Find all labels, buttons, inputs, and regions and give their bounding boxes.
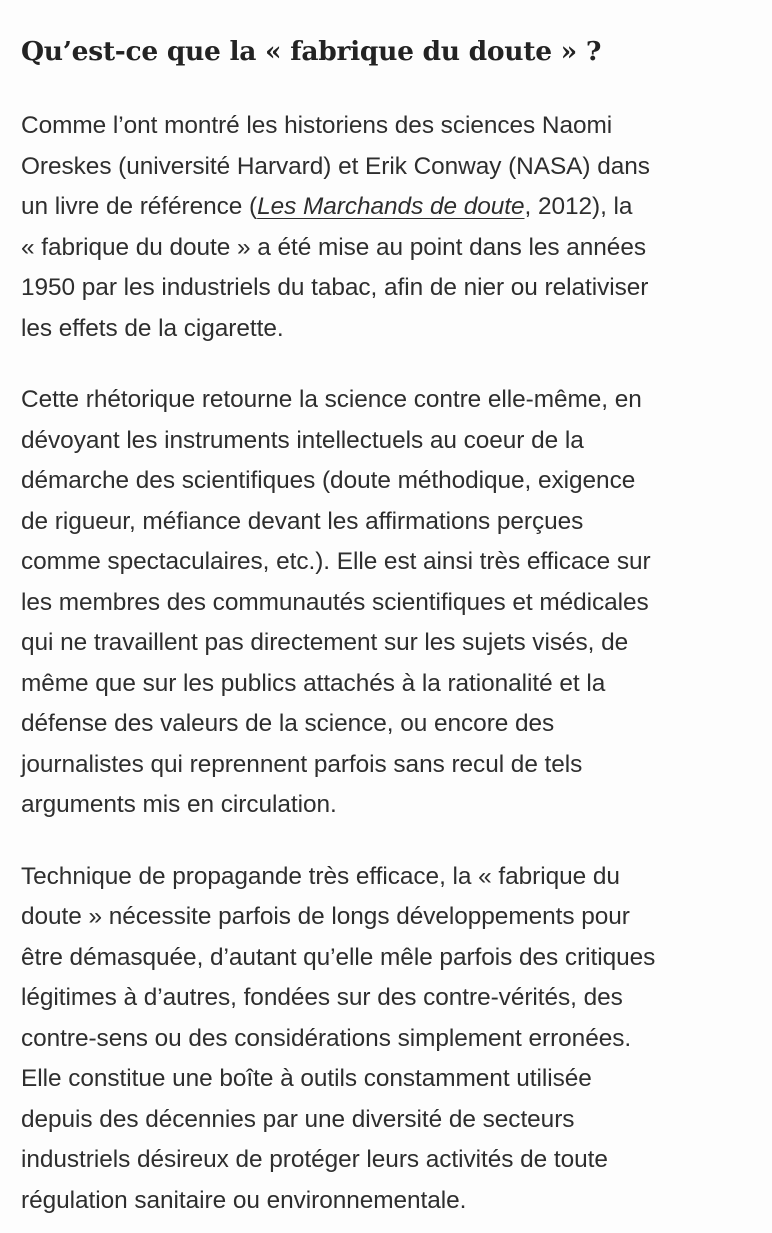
paragraph-3-line: doute » nécessite parfois de longs développements pour [21,903,630,930]
paragraph-1-text: , 2012), la [524,193,633,220]
paragraph-3-line: Elle constitue une boîte à outils constamment utilisée [21,1065,592,1092]
paragraph-3-line: contre-sens ou des considérations simplement erronées. [21,1024,632,1052]
paragraph-2-line: journalistes qui reprennent parfois sans recul de tels [21,750,583,778]
paragraph-2-line: qui ne travaillent pas directement sur les sujets visés, de [21,629,629,656]
paragraph-3 [21,857,765,1222]
paragraph-1-line: « fabrique du doute » a été mise au point dans les années [21,233,646,261]
paragraph-3-line: Technique de propagande très efficace, la « fabrique du [21,862,620,890]
paragraph-2-line: de rigueur, méfiance devant les affirmations perçues [21,507,584,535]
article-body [21,0,765,1221]
paragraph-3-line: être démasquée, d’autant qu’elle mêle parfois des critiques [21,943,656,971]
paragraph-2-line: défense des valeurs de la science, ou encore des [21,710,555,737]
book-title-link[interactable]: Les Marchands de doute [257,193,525,220]
paragraph-3-line: depuis des décennies par une diversité de secteurs [21,1105,575,1133]
paragraph-1-line [21,187,765,228]
paragraph-3-line: légitimes à d’autres, fondées sur des contre-vérités, des [21,984,623,1011]
paragraph-2-line: même que sur les publics attachés à la rationalité et la [21,669,606,697]
paragraph-2-line: arguments mis en circulation. [21,791,337,818]
paragraph-1-line: les effets de la cigarette. [21,314,284,342]
paragraph-3-line: régulation sanitaire ou environnementale. [21,1186,467,1214]
paragraph-1-line: 1950 par les industriels du tabac, afin de nier ou relativiser [21,274,649,301]
paragraph-2-line: comme spectaculaires, etc.). Elle est ainsi très efficace sur [21,548,651,575]
paragraph-1-line: Oreskes (université Harvard) et Erik Conway (NASA) dans [21,152,650,180]
paragraph-2-line: les membres des communautés scientifiques et médicales [21,588,649,616]
paragraph-2 [21,380,765,826]
paragraph-2-line: démarche des scientifiques (doute méthodique, exigence [21,467,636,494]
paragraph-2-line: dévoyant les instruments intellectuels au coeur de la [21,426,584,454]
section-heading: Qu’est-ce que la « fabrique du doute » ? [21,36,602,67]
paragraph-2-line: Cette rhétorique retourne la science contre elle-même, en [21,386,642,413]
paragraph-1 [21,106,765,349]
paragraph-1-text: un livre de référence ( [21,193,258,220]
paragraph-1-line: Comme l’ont montré les historiens des sciences Naomi [21,112,613,139]
paragraph-3-line: industriels désireux de protéger leurs activités de toute [21,1146,608,1173]
